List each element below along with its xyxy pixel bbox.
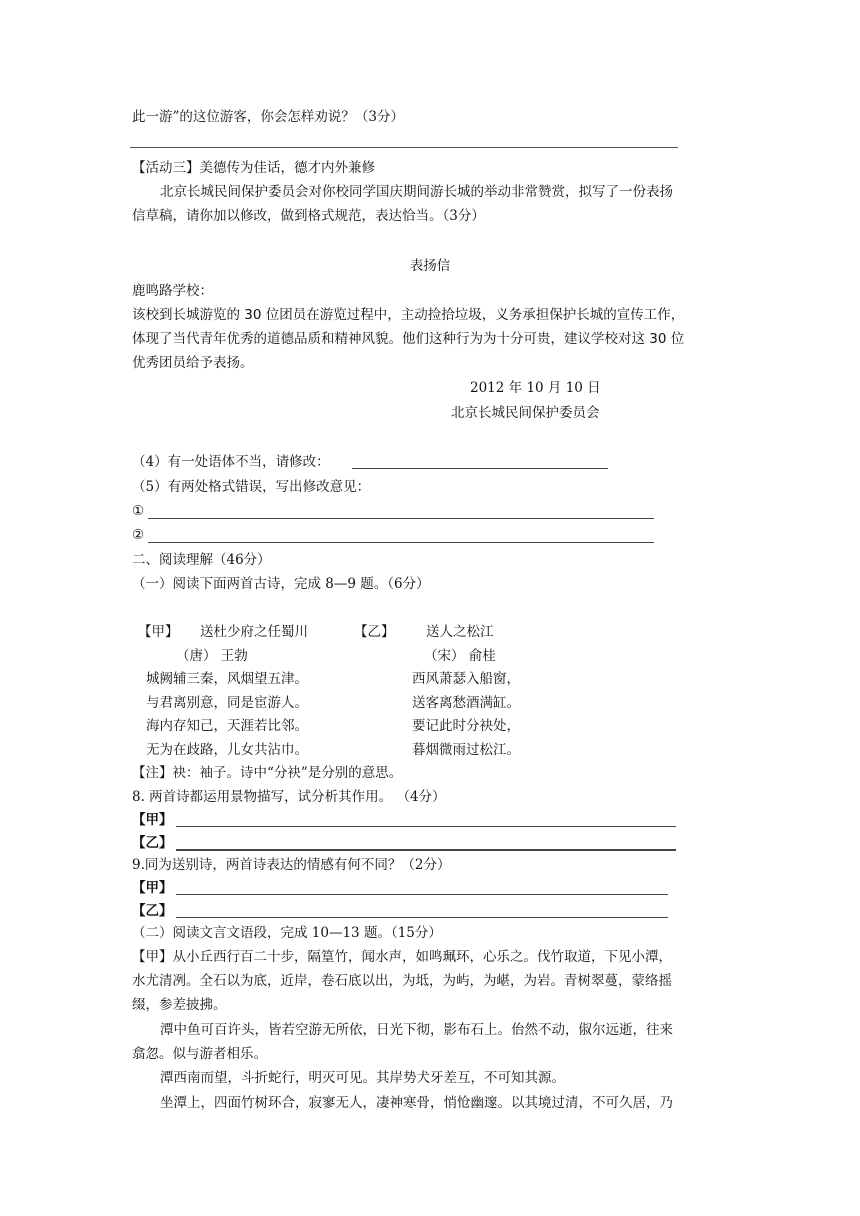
activity3-para-line2: 信草稿，请你加以修改，做到格式规范，表达恰当。（3分） — [132, 208, 485, 224]
letter-body-line1: 该校到长城游览的 30 位团员在游览过程中，主动捡拾垃圾，义务承担保护长城的宣传工作， — [132, 307, 685, 323]
poem-jia-title: 送杜少府之任蜀川 — [200, 624, 308, 640]
letter-body-line2: 体现了当代青年优秀的道德品质和精神风貌。他们这种行为为十分可贵，建议学校对这 30 位 — [132, 331, 685, 347]
letter-signer: 北京长城民间保护委员会 — [451, 405, 600, 421]
question-tail: 此一游”的这位游客，你会怎样劝说？（3分） — [132, 109, 404, 125]
poem-line: 海内存知己，天涯若比邻。 — [146, 718, 308, 734]
answer-label-yi: 【乙】 — [132, 835, 173, 851]
letter-salutation: 鹿鸣路学校： — [132, 283, 213, 299]
answer-blank-q4[interactable] — [352, 468, 608, 469]
answer-marker-1: ① — [132, 503, 145, 519]
poem-line: 要记此时分袂处， — [412, 718, 520, 734]
question-8: 8. 两首诗都运用景物描写，试分析其作用。 （4分） — [132, 789, 446, 805]
activity3-para-line1: 北京长城民间保护委员会对你校同学国庆期间游长城的举动非常赞赏，拟写了一份表扬 — [160, 184, 673, 200]
letter-title: 表扬信 — [409, 258, 451, 274]
poem-yi-tag: 【乙】 — [354, 624, 395, 640]
poem-line: 暮烟微雨过松江。 — [412, 741, 520, 758]
part2-heading: （二）阅读文言文语段，完成 10—13 题。（15分） — [132, 925, 442, 941]
wenyan-para3: 潭西南而望，斗折蛇行，明灭可见。其岸势犬牙差互，不可知其源。 — [160, 1070, 565, 1086]
answer-blank-9-jia[interactable] — [176, 894, 668, 895]
footnote: 【注】袂：袖子。诗中“分袂”是分别的意思。 — [132, 765, 403, 781]
wenyan-para2-line1: 潭中鱼可百许头，皆若空游无所依，日光下彻，影布石上。佁然不动，俶尔远逝，往来 — [160, 1022, 673, 1038]
question-4: （4）有一处语体不当，请修改： — [132, 454, 330, 470]
letter-body-line3: 优秀团员给予表扬。 — [132, 355, 254, 371]
answer-blank-8-yi[interactable] — [176, 849, 676, 851]
question-9: 9.同为送别诗，两首诗表达的情感有何不同？（2分） — [132, 857, 451, 873]
wenyan-para4: 坐潭上，四面竹树环合，寂寥无人，凄神寒骨，悄怆幽邃。以其境过清，不可久居，乃 — [160, 1095, 673, 1111]
answer-blank-5-2[interactable] — [148, 542, 654, 543]
answer-marker-2: ② — [132, 527, 145, 543]
question-5: （5）有两处格式错误，写出修改意见： — [132, 479, 371, 495]
section-heading: 二、阅读理解（46分） — [132, 552, 271, 568]
wenyan-para1-line1: 【甲】从小丘西行百二十步，隔篁竹，闻水声，如鸣珮环，心乐之。伐竹取道，下见小潭， — [132, 949, 672, 965]
answer-label-yi: 【乙】 — [132, 903, 173, 919]
activity3-heading: 【活动三】美德传为佳话，德才内外兼修 — [132, 160, 375, 176]
poem-yi-author: （宋） 俞桂 — [424, 648, 496, 664]
wenyan-para2-line2: 翕忽。似与游者相乐。 — [132, 1046, 267, 1062]
answer-blank-5-1[interactable] — [148, 518, 654, 519]
letter-date: 2012 年 10 月 10 日 — [470, 380, 601, 396]
wenyan-para1-line3: 缀，参差披拂。 — [132, 997, 227, 1013]
poem-yi-body — [412, 668, 520, 762]
poem-line: 送客离愁酒满缸。 — [412, 694, 520, 711]
part1-heading: （一）阅读下面两首古诗，完成 8—9 题。（6分） — [132, 576, 430, 592]
answer-label-jia: 【甲】 — [132, 812, 173, 828]
poem-yi-title: 送人之松江 — [426, 624, 494, 640]
poem-jia-body — [146, 668, 308, 762]
poem-line: 与君离别意，同是宦游人。 — [146, 694, 308, 711]
poem-line: 西风萧瑟入船窗， — [412, 671, 520, 687]
answer-label-jia: 【甲】 — [132, 880, 173, 896]
answer-blank-9-yi[interactable] — [176, 917, 668, 918]
poem-jia-author: （唐） 王勃 — [176, 648, 248, 664]
wenyan-para1-line2: 水尤清冽。全石以为底，近岸，卷石底以出，为坻，为屿，为嵁，为岩。青树翠蔓，蒙络摇 — [132, 973, 672, 989]
answer-blank-8-jia[interactable] — [176, 826, 676, 827]
poem-jia-tag: 【甲】 — [138, 624, 179, 640]
answer-line[interactable] — [130, 147, 678, 148]
poem-line: 城阙辅三秦，风烟望五津。 — [146, 671, 308, 687]
poem-line: 无为在歧路，儿女共沾巾。 — [146, 741, 308, 758]
